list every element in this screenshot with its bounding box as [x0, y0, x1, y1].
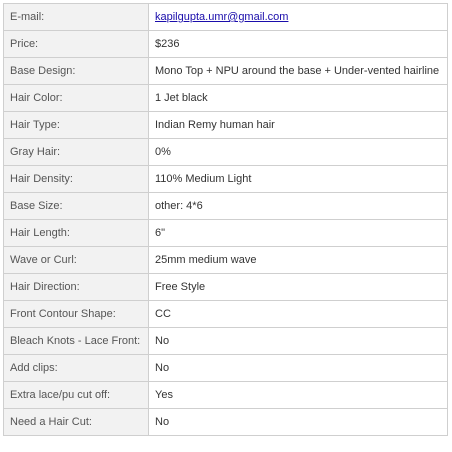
table-row-hair-color [4, 85, 448, 112]
table-row-base-design [4, 58, 448, 85]
table-row-price [4, 31, 448, 58]
table-row-wave-or-curl [4, 247, 448, 274]
table-row-email [4, 4, 448, 31]
base-design-value: Mono Top + NPU around the base + Under-vented hairline [149, 58, 448, 85]
gray-hair-label: Gray Hair: [4, 139, 149, 166]
table-row-gray-hair [4, 139, 448, 166]
table-row-add-clips [4, 355, 448, 382]
email-link[interactable]: kapilgupta.umr@gmail.com [155, 11, 289, 23]
order-details-table [3, 3, 448, 436]
bleach-knots-value: No [149, 328, 448, 355]
table-row-need-hair-cut [4, 409, 448, 436]
hair-direction-value: Free Style [149, 274, 448, 301]
table-row-hair-density [4, 166, 448, 193]
gray-hair-value: 0% [149, 139, 448, 166]
price-label: Price: [4, 31, 149, 58]
email-value-cell [149, 4, 448, 31]
wave-or-curl-label: Wave or Curl: [4, 247, 149, 274]
hair-direction-label: Hair Direction: [4, 274, 149, 301]
add-clips-value: No [149, 355, 448, 382]
need-hair-cut-value: No [149, 409, 448, 436]
add-clips-label: Add clips: [4, 355, 149, 382]
price-value: $236 [149, 31, 448, 58]
hair-color-value: 1 Jet black [149, 85, 448, 112]
table-row-base-size [4, 193, 448, 220]
hair-length-label: Hair Length: [4, 220, 149, 247]
extra-lace-cut-off-label: Extra lace/pu cut off: [4, 382, 149, 409]
base-size-label: Base Size: [4, 193, 149, 220]
base-size-value: other: 4*6 [149, 193, 448, 220]
front-contour-shape-label: Front Contour Shape: [4, 301, 149, 328]
hair-color-label: Hair Color: [4, 85, 149, 112]
front-contour-shape-value: CC [149, 301, 448, 328]
table-row-hair-direction [4, 274, 448, 301]
hair-density-label: Hair Density: [4, 166, 149, 193]
base-design-label: Base Design: [4, 58, 149, 85]
email-label: E-mail: [4, 4, 149, 31]
need-hair-cut-label: Need a Hair Cut: [4, 409, 149, 436]
hair-type-value: Indian Remy human hair [149, 112, 448, 139]
hair-type-label: Hair Type: [4, 112, 149, 139]
table-row-front-contour-shape [4, 301, 448, 328]
table-row-extra-lace-cut-off [4, 382, 448, 409]
table-row-hair-type [4, 112, 448, 139]
table-row-bleach-knots [4, 328, 448, 355]
wave-or-curl-value: 25mm medium wave [149, 247, 448, 274]
bleach-knots-label: Bleach Knots - Lace Front: [4, 328, 149, 355]
hair-length-value: 6" [149, 220, 448, 247]
hair-density-value: 110% Medium Light [149, 166, 448, 193]
extra-lace-cut-off-value: Yes [149, 382, 448, 409]
table-row-hair-length [4, 220, 448, 247]
